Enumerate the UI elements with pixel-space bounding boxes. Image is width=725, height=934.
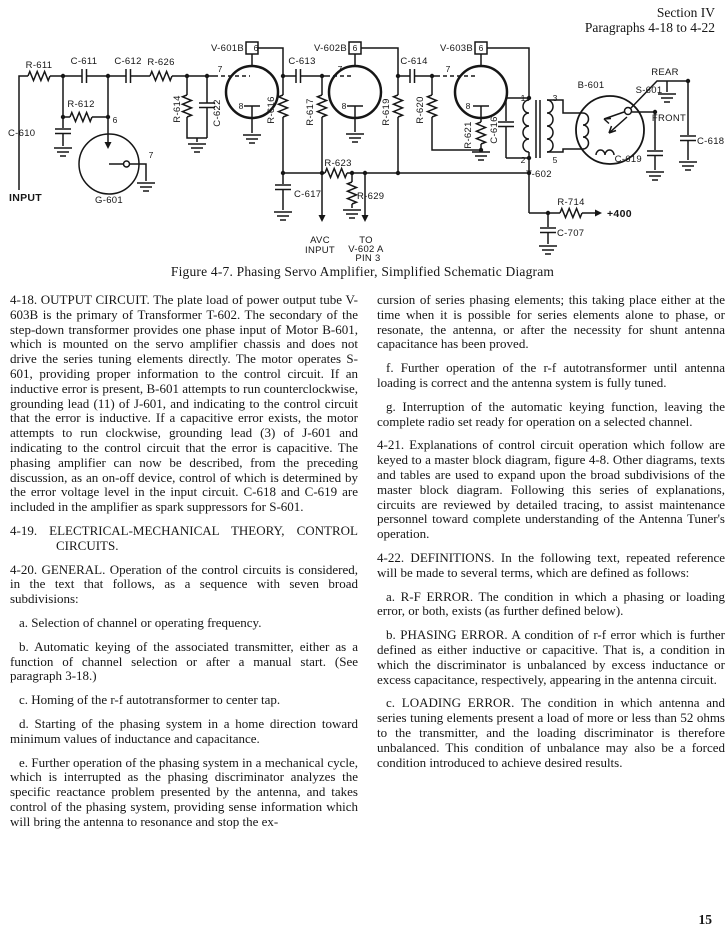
label-input: INPUT [9,192,42,204]
label-r626: R-626 [147,57,175,68]
pin8-v601b: 8 [238,101,244,111]
pin3-t602: 3 [552,93,558,103]
pin7-v602b: 7 [337,64,343,74]
label-r611: R-611 [25,60,53,71]
label-b601: B-601 [577,80,605,91]
paragraph-4-21: 4-21. Explanations of control circuit operation which follow are keyed to a master block diagram, figure 4-8. Other diagrams, texts and tables are used to expand upon the broad subdivisions of the master block diagram. Following this series of explanations, circuits are reviewed by detailed tracing, to assist maintenance personnel toward complete understanding of the Antenna Tuner's operation. [377,437,725,542]
label-r621: R-621 [463,121,474,149]
pin5-t602: 5 [552,155,558,165]
label-to-line2: V-602 A [348,244,384,255]
header-paragraph-range: Paragraphs 4-18 to 4-22 [584,20,715,35]
label-rear: REAR [651,67,679,78]
list-item-g: g. Interruption of the automatic keying function, leaving the complete radio set ready for operation on a selected channel. [377,398,725,429]
label-c610: C-610 [8,128,36,139]
label-to-line3: PIN 3 [355,253,381,262]
body-text [10,293,725,839]
label-r617: R-617 [305,98,316,126]
schematic-wiring [19,42,697,254]
label-c617: C-617 [294,189,322,200]
label-r616: R-616 [266,96,277,124]
list-item-f: f. Further operation of the r-f autotransformer until antenna loading is correct and the antenna system is fully tuned. [377,360,725,390]
pin6-v603b: 6 [478,43,484,53]
label-front: FRONT [651,113,687,124]
pin1-t602: 1 [520,93,526,103]
label-v601b: V-601B [211,43,244,54]
label-c612: C-612 [114,56,142,67]
pin6-v601b: 6 [253,43,259,53]
label-r714: R-714 [557,197,585,208]
definition-phasing-error: b. PHASING ERROR. A condition of r-f error which is further defined as either inductive or capacitive. That is, a condition in which the discriminator is unbalanced by excess inductance or excess capacitance, respectively, appearing in the antenna circuit. [377,627,725,687]
heading-4-19: 4-19. ELECTRICAL-MECHANICAL THEORY, CONTROL CIRCUITS. [10,522,358,553]
list-item-a: a. Selection of channel or operating frequency. [19,614,262,630]
label-g601: G-601 [95,195,123,206]
header-section: Section IV [656,5,715,20]
label-avc-line1: AVC [310,235,330,246]
label-c618: C-618 [697,136,725,147]
label-r619: R-619 [381,98,392,126]
pin2-t602: 2 [520,155,526,165]
paragraph-e-continued: cursion of series phasing elements; this taking place either at the time when it is possible for series elements alone to phase, or resonate, the antenna, or after the necessity for shunt antenna capacitance has been proved. [377,292,725,352]
paragraph-4-18: 4-18. OUTPUT CIRCUIT. The plate load of power output tube V-603B is the primary of Transformer T-602. The secondary of the step-down transformer provides one phase input of Motor B-601, which is mounted on the servo amplifier chassis and does not drive the series tuning elements directly. The motor operates S-601, providing proper information to the control circuit. If an inductive error is present, B-601 attempts to run counterclockwise, grounding lead (11) of J-601, and indicating to the control circuit that the error is inductive. If a capacitive error exists, the motor attempts to run clockwise, grounding lead (3) of J-601 and indicating to the control circuit that the error is capacitive. The phasing amplifier can now be described, from the preceding discussion, as an on-off device, control of which is determined by the error voltage level in the input circuit. C-618 and C-619 are included in the amplifier as spark suppressors for S-601. [10,292,358,515]
left-column [10,293,358,839]
label-c613: C-613 [288,56,316,67]
pin8-v603b: 8 [465,101,471,111]
page-header [585,5,715,35]
label-r612: R-612 [67,99,95,110]
pin6-v602b: 6 [352,43,358,53]
list-item-b: b. Automatic keying of the associated transmitter, either as a function of channel selection or after a manual start. (See paragraph 3-18.) [10,638,358,684]
label-c619: C-619 [614,154,642,165]
label-r620: R-620 [415,96,426,124]
pin8-v602b: 8 [341,101,347,111]
label-c614: C-614 [400,56,428,67]
label-c622: C-622 [212,99,223,127]
label-v603b: V-603B [440,43,473,54]
label-to-line1: TO [359,235,373,246]
label-r614: R-614 [172,95,183,123]
paragraph-4-20: 4-20. GENERAL. Operation of the control circuits is considered, in the text that follows, as a sequence with seven broad subdivisions: [10,561,358,607]
definition-rf-error: a. R-F ERROR. The condition in which a phasing or loading error, or both, exists (as further defined below). [377,588,725,619]
list-item-d: d. Starting of the phasing system in a home direction toward minimum values of inductance and capacitance. [10,715,358,746]
label-c707: C-707 [557,228,585,239]
label-c611: C-611 [70,56,98,67]
label-v602b: V-602B [314,43,347,54]
list-item-e: e. Further operation of the phasing system in a mechanical cycle, which is interrupted as the phasing discriminator analyzes the specific reactance problem presented by the antenna, and takes control of the phasing system, providing sense information which will bring the antenna to resonance and stop the ex- [10,754,358,829]
pin7-v603b: 7 [445,64,451,74]
label-avc-line2: INPUT [305,245,335,256]
schematic-figure [0,36,725,262]
pin7-g601: 7 [148,150,154,160]
label-r629: R-629 [357,191,385,202]
page-number: 15 [698,912,712,927]
right-column [377,293,725,839]
label-t602: T-602 [526,169,552,180]
paragraph-4-22: 4-22. DEFINITIONS. In the following text, repeated reference will be made to several terms, which are defined as follows: [377,549,725,580]
definition-loading-error: c. LOADING ERROR. The condition in which antenna and series tuning elements present a load of more or less than 52 ohms to the transmitter, and the loading discriminator is therefore unbalanced. This condition of unbalance may also be a forced condition introduced to achieve desired results. [377,695,725,770]
pin7-v601b: 7 [217,64,223,74]
list-item-c: c. Homing of the r-f autotransformer to center tap. [19,692,281,708]
label-plus-400: +400 [607,208,632,220]
pin6-g601: 6 [112,115,118,125]
label-c616: C-616 [489,116,500,144]
figure-caption: Figure 4-7. Phasing Servo Amplifier, Simplified Schematic Diagram [170,264,555,279]
label-s601: S-601 [635,85,663,96]
label-r623: R-623 [324,158,352,169]
